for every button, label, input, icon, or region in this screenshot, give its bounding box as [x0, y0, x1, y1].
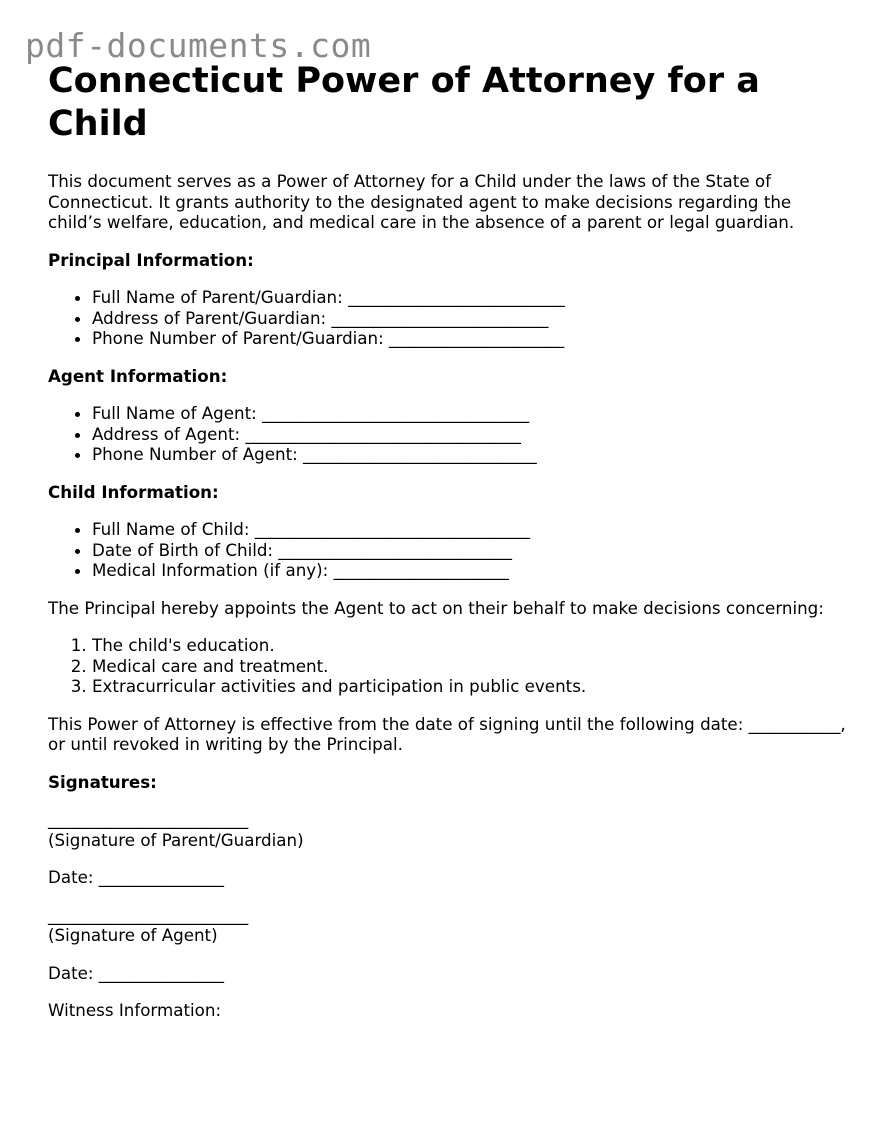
agent-full-name-field[interactable]: • Full Name of Agent: ________________________________ — [92, 403, 848, 424]
agent-heading: Agent Information: — [48, 365, 228, 386]
agent-signature-label: (Signature of Agent) — [48, 925, 218, 945]
appointment-paragraph: The Principal hereby appoints the Agent to act on their behalf to make decisions concerning: — [48, 597, 824, 618]
principal-address-field[interactable]: • Address of Parent/Guardian: __________________________ — [92, 308, 848, 329]
parent-signature-line[interactable]: ________________________ — [48, 809, 249, 829]
document-title: Connecticut Power of Attorney for a Child — [48, 61, 760, 144]
appointment-list — [48, 635, 848, 697]
principal-list — [48, 287, 848, 349]
agent-list — [48, 403, 848, 465]
signatures-heading: Signatures: — [48, 771, 157, 792]
intro-paragraph: This document serves as a Power of Attorney for a Child under the laws of the State of Connecticut. It grants authority to the designated agent to make decisions regarding the child’s welfare, education, and medical care in the absence of a parent or legal guardian. — [48, 171, 795, 232]
child-heading: Child Information: — [48, 481, 219, 502]
appointment-item: 2. Medical care and treatment. — [92, 656, 848, 677]
child-full-name-field[interactable]: • Full Name of Child: _________________________________ — [92, 519, 848, 540]
parent-signature-label: (Signature of Parent/Guardian) — [48, 829, 304, 850]
principal-heading: Principal Information: — [48, 249, 254, 270]
agent-signature-block — [48, 905, 848, 984]
agent-signature-line[interactable]: ________________________ — [48, 904, 249, 925]
principal-full-name-field[interactable]: • Full Name of Parent/Guardian: __________________________ — [92, 287, 848, 308]
agent-phone-field[interactable]: • Phone Number of Agent: ____________________________ — [92, 444, 848, 465]
principal-phone-field[interactable]: • Phone Number of Parent/Guardian: _____________________ — [92, 328, 848, 349]
effective-date-paragraph[interactable]: This Power of Attorney is effective from the date of signing until the following date: ___________, or until revoked in writing by the Principal. — [48, 713, 846, 754]
document-body — [48, 60, 848, 1021]
parent-signature-block — [48, 809, 848, 888]
agent-date-field[interactable]: Date: _______________ — [48, 962, 224, 983]
child-medical-info-field[interactable]: • Medical Information (if any): _____________________ — [92, 560, 848, 581]
watermark: pdf-documents.com — [25, 26, 372, 65]
child-dob-field[interactable]: • Date of Birth of Child: ____________________________ — [92, 540, 848, 561]
witness-information-label: Witness Information: — [48, 1000, 222, 1020]
appointment-item: 1. The child's education. — [92, 635, 848, 656]
child-list — [48, 519, 848, 581]
appointment-item: 3. Extracurricular activities and participation in public events. — [92, 676, 848, 697]
agent-address-field[interactable]: • Address of Agent: _________________________________ — [92, 424, 848, 445]
parent-date-field[interactable]: Date: _______________ — [48, 867, 224, 887]
